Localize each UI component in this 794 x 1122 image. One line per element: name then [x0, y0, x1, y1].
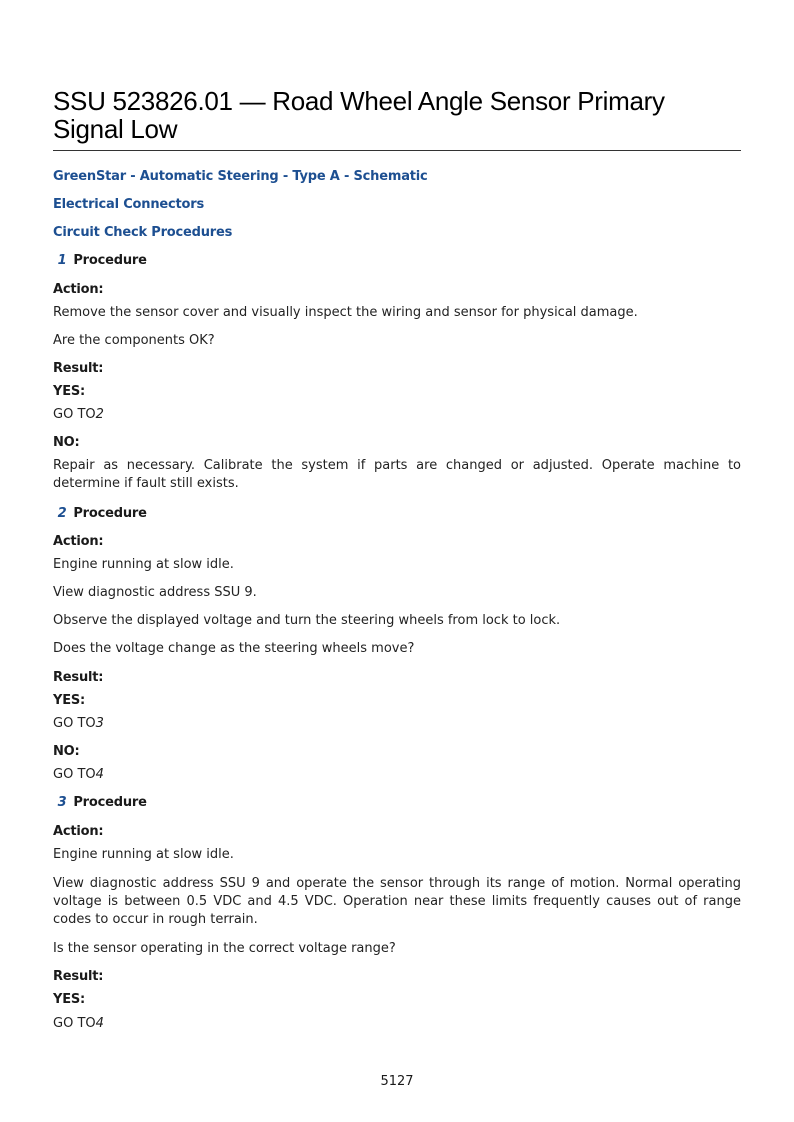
step-2-result-label: Result:: [53, 670, 104, 685]
step-1-result-label: Result:: [53, 361, 104, 376]
step-3-procedure-label: Procedure: [73, 795, 147, 810]
goto-step-link[interactable]: 4: [95, 1016, 104, 1031]
goto-text: GO TO: [53, 716, 96, 731]
step-2-no-goto: [53, 766, 741, 784]
goto-step-link[interactable]: 3: [95, 716, 104, 731]
step-1-no-text: Repair as necessary. Calibrate the system if parts are changed or adjusted. Operate machine to determine if fault still exists.: [53, 458, 741, 491]
step-2-action-text-1: Engine running at slow idle.: [53, 557, 234, 572]
step-3-yes-label: YES:: [53, 992, 86, 1007]
step-2-action-label: Action:: [53, 534, 104, 549]
step-1-action-label: Action:: [53, 282, 104, 297]
goto-text: GO TO: [53, 1016, 96, 1031]
step-2-number[interactable]: 2: [57, 506, 67, 521]
step-1-heading: [53, 252, 741, 270]
step-3-action-text-2: View diagnostic address SSU 9 and operate the sensor through its range of motion. Normal operating voltage is between 0.5 VDC and 4.5 VDC. Operation near these limits frequently causes out of range codes to occur in rough terrain.: [53, 876, 741, 927]
step-1-procedure-label: Procedure: [73, 253, 147, 268]
step-2-action-text-4: Does the voltage change as the steering wheels move?: [53, 641, 415, 656]
step-1-yes-label: YES:: [53, 384, 86, 399]
step-1-action-text-1: Remove the sensor cover and visually inspect the wiring and sensor for physical damage.: [53, 305, 638, 320]
step-2-yes-goto: [53, 715, 741, 733]
step-2-yes-label: YES:: [53, 693, 86, 708]
step-2-action-text-3: Observe the displayed voltage and turn the steering wheels from lock to lock.: [53, 613, 561, 628]
step-3-yes-goto: [53, 1015, 741, 1033]
step-3-action-text-3: Is the sensor operating in the correct voltage range?: [53, 941, 396, 956]
link-electrical-connectors[interactable]: Electrical Connectors: [53, 197, 205, 212]
title-divider: [53, 150, 741, 151]
goto-text: GO TO: [53, 407, 96, 422]
step-3-action-label: Action:: [53, 824, 104, 839]
step-1-number[interactable]: 1: [57, 253, 67, 268]
step-2-procedure-label: Procedure: [73, 506, 147, 521]
goto-text: GO TO: [53, 767, 96, 782]
page-number: 5127: [380, 1074, 414, 1089]
page-title: SSU 523826.01 — Road Wheel Angle Sensor Primary Signal Low: [53, 86, 665, 144]
step-1-no-label: NO:: [53, 435, 80, 450]
link-schematic[interactable]: GreenStar - Automatic Steering - Type A - Schematic: [53, 169, 428, 184]
step-3-heading: [53, 794, 741, 812]
goto-step-link[interactable]: 4: [95, 767, 104, 782]
step-3-result-label: Result:: [53, 969, 104, 984]
step-2-action-text-2: View diagnostic address SSU 9.: [53, 585, 257, 600]
step-3-number[interactable]: 3: [57, 795, 67, 810]
step-3-action-text-1: Engine running at slow idle.: [53, 847, 234, 862]
step-2-no-label: NO:: [53, 744, 80, 759]
step-2-heading: [53, 505, 741, 523]
step-1-action-text-2: Are the components OK?: [53, 333, 215, 348]
goto-step-link[interactable]: 2: [95, 407, 104, 422]
link-circuit-check-procedures[interactable]: Circuit Check Procedures: [53, 225, 233, 240]
step-1-yes-goto: [53, 406, 741, 424]
